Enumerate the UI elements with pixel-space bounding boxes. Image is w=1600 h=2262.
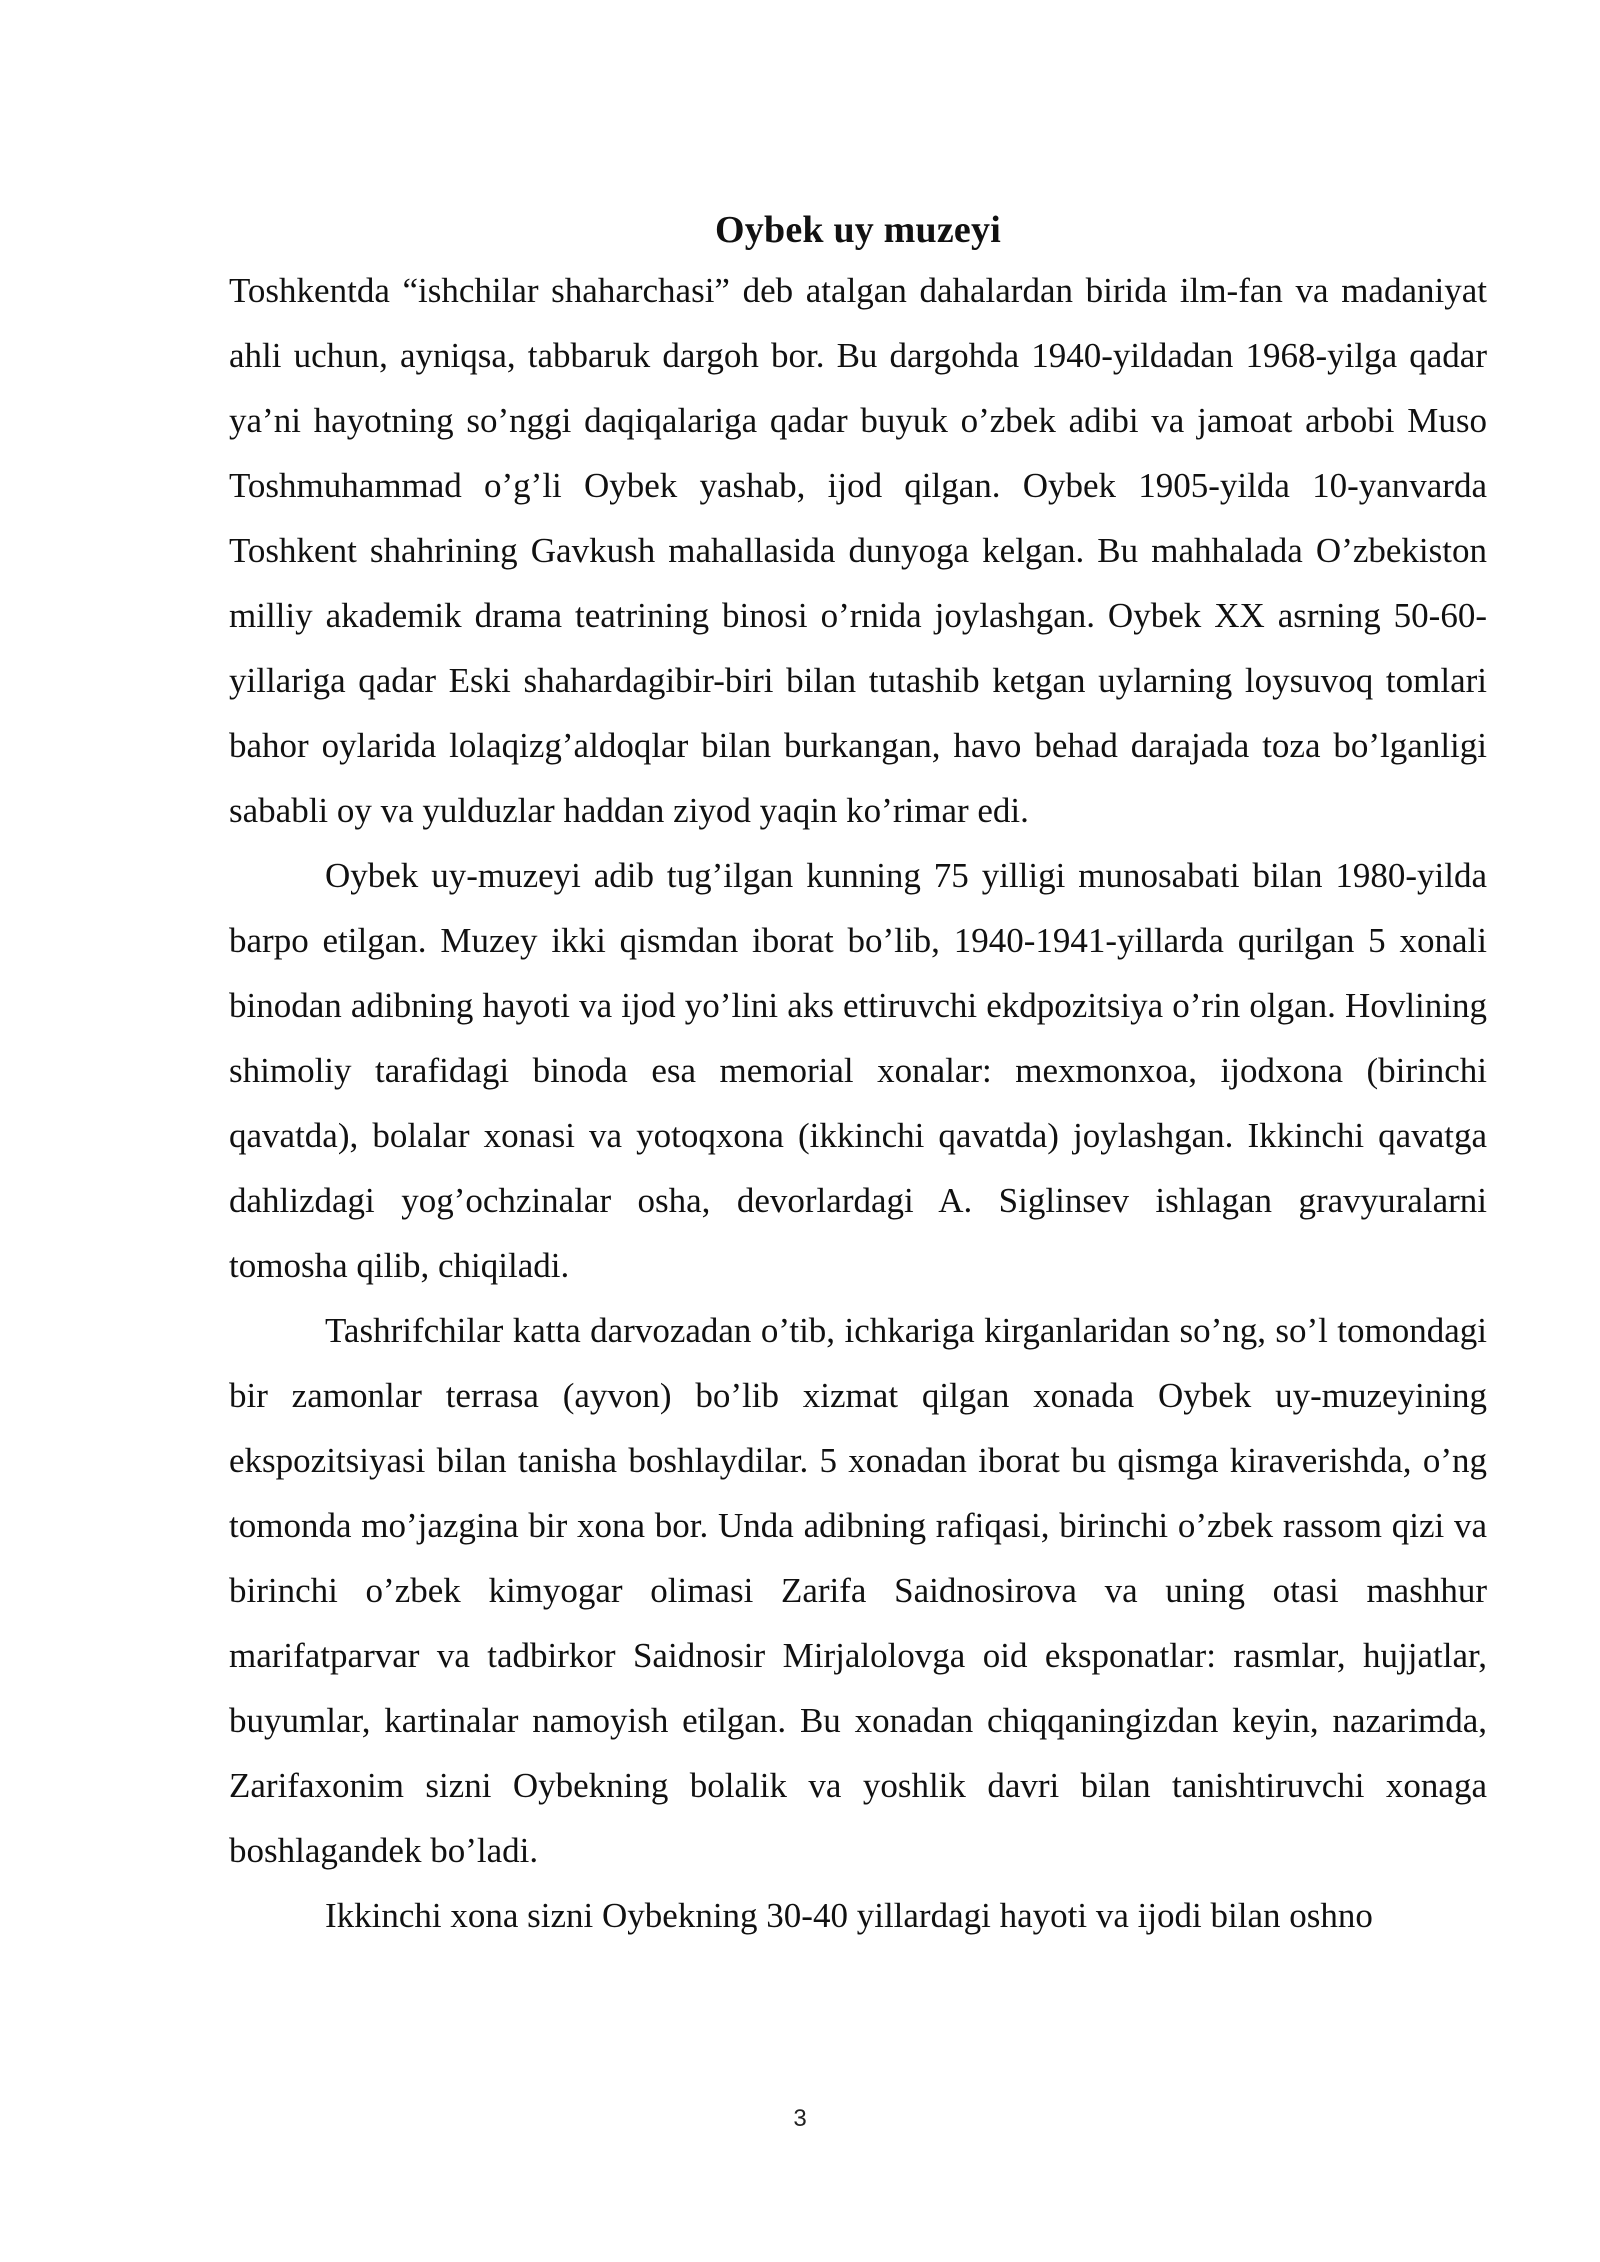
paragraph-4: Ikkinchi xona sizni Oybekning 30-40 yillardagi hayoti va ijodi bilan oshno — [325, 1896, 1373, 1935]
page-title: Oybek uy muzeyi — [715, 209, 1001, 251]
document-body — [229, 203, 1487, 1948]
paragraph-1: Toshkentda “ishchilar shaharchasi” deb atalgan dahalardan birida ilm-fan va madaniyat ahli uchun, ayniqsa, tabbaruk dargoh bor. Bu dargohda 1940-yildadan 1968-yilga qadar ya’ni hayotning so’nggi daqiqalariga qadar buyuk o’zbek adibi va jamoat arbobi Muso Toshmuhammad o’g’li Oybek yashab, ijod qilgan. Oybek 1905-yilda 10-yanvarda Toshkent shahrining Gavkush mahallasida dunyoga kelgan. Bu mahhalada O’zbekiston milliy akademik drama teatrining binosi o’rnida joylashgan. Oybek XX asrning 50-60- yillariga qadar Eski shahardagibir-biri bilan tutashib ketgan uylarning loysuvoq tomlari bahor oylarida lolaqizg’aldoqlar bilan burkangan, havo behad darajada toza bo’lganligi sababli oy va yulduzlar haddan ziyod yaqin ko’rimar edi. — [229, 271, 1487, 830]
paragraph-3: Tashrifchilar katta darvozadan o’tib, ichkariga kirganlaridan so’ng, so’l tomondagi bir zamonlar terrasa (ayvon) bo’lib xizmat qilgan xonada Oybek uy-muzeyining ekspozitsiyasi bilan tanisha boshlaydilar. 5 xonadan iborat bu qismga kiraverishda, o’ng tomonda mo’jazgina bir xona bor. Unda adibning rafiqasi, birinchi o’zbek rassom qizi va birinchi o’zbek kimyogar olimasi Zarifa Saidnosirova va uning otasi mashhur marifatparvar va tadbirkor Saidnosir Mirjalolovga oid eksponatlar: rasmlar, hujjatlar, buyumlar, kartinalar namoyish etilgan. Bu xonadan chiqqaningizdan keyin, nazarimda, Zarifaxonim sizni Oybekning bolalik va yoshlik davri bilan tanishtiruvchi xonaga boshlagandek bo’ladi. — [229, 1311, 1487, 1870]
page-number: 3 — [793, 2105, 807, 2132]
paragraph-2: Oybek uy-muzeyi adib tug’ilgan kunning 75 yilligi munosabati bilan 1980-yilda barpo etilgan. Muzey ikki qismdan iborat bo’lib, 1940-1941-yillarda qurilgan 5 xonali binodan adibning hayoti va ijod yo’lini aks ettiruvchi ekdpozitsiya o’rin olgan. Hovlining shimoliy tarafidagi binoda esa memorial xonalar: mexmonxoa, ijodxona (birinchi qavatda), bolalar xonasi va yotoqxona (ikkinchi qavatda) joylashgan. Ikkinchi qavatga dahlizdagi yog’ochzinalar osha, devorlardagi A. Siglinsev ishlagan gravyuralarni tomosha qilib, chiqiladi. — [229, 856, 1487, 1285]
